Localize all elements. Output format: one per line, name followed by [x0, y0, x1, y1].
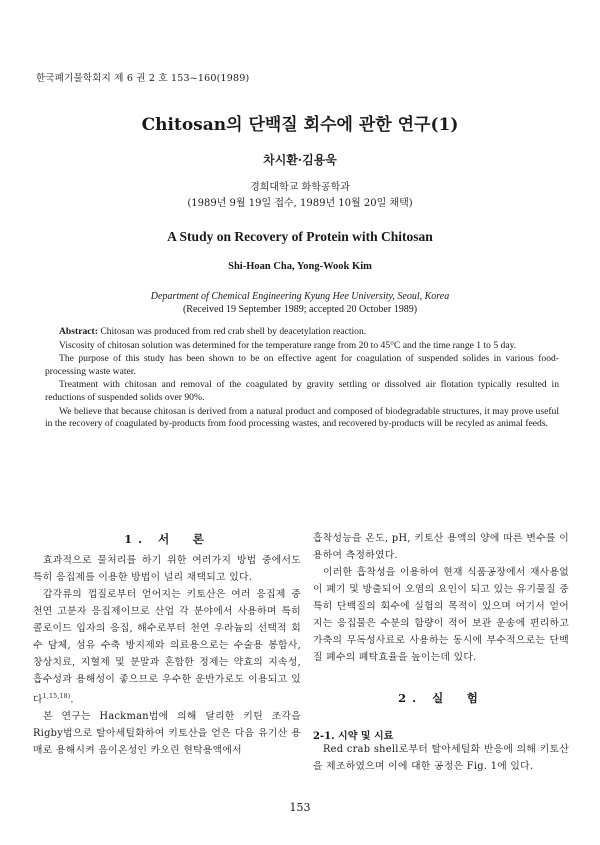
body-text: 갑각류의 껍질로부터 얻어지는 키토산은 여러 응집제 중 천연 고분자 응집제이므로 산업 각 분야에서 사용하며 특히 콜로이드 입자의 응집, 해수로부터 천연 우라늄의 선택적 회수 담체, 섬유 수축 방지제와 의료용으로는 수술용 봉합사, 창상치료, 지혈제 및 분말과 혼합한 정제는 약효의 지속성, 흡수성과 용해성이 좋으므로 우수한 운반가로도 이용되고 있다 [33, 589, 301, 706]
dates-english: (Received 19 September 1989; accepted 20 October 1989) [182, 304, 418, 315]
section-2-body [313, 741, 569, 775]
body-text: . [70, 694, 74, 706]
left-column [33, 552, 301, 759]
dates-korean: (1989년 9월 19일 접수, 1989년 10월 20일 채택) [187, 198, 413, 209]
abstract-paragraph: The purpose of this study has been shown to be on effective agent for coagulation of suspended solides in various food-processing waste water. [45, 353, 559, 377]
section-2-heading: 2. 실 험 [398, 691, 484, 705]
subsection-2-1-heading: 2-1. 시약 및 시료 [313, 731, 394, 742]
body-paragraph: 흡착성능을 온도, pH, 키토산 용액의 양에 따른 변수를 이용하여 측정하였다. [313, 533, 569, 561]
body-paragraph: 이러한 흡착성을 이용하여 현재 식품공장에서 재사용없이 폐기 및 방출되어 오염의 요인이 되고 있는 유기물질 중 특히 단백질의 회수에 실험의 목적이 있으며 여기서 얻어지는 응집물은 수분의 함량이 적어 보관 운송에 편리하고 가축의 무독성사료로 사용하는 동시에 부수적으로는 단백질 폐수의 폐탁효율을 높이는데 있다. [313, 567, 569, 663]
citation: 1,15,18) [42, 693, 71, 700]
title-english: A Study on Recovery of Protein with Chitosan [167, 229, 433, 244]
abstract-label: Abstract: [59, 326, 98, 337]
abstract-paragraph: Treatment with chitosan and removal of the coagulated by gravity settling or dissolved air flotation typically resulted in reductions of suspended solids over 90%. [45, 379, 559, 403]
authors-korean: 차시환·김용욱 [263, 153, 337, 167]
body-paragraph: 본 연구는 Hackman법에 의해 달리한 키틴 조각을 Rigby법으로 탈아세틸화하여 키토산을 얻은 다음 유기산 용매로 용해시켜 음이온성인 카오린 현탁용액에서 [33, 711, 301, 757]
abstract [45, 326, 559, 432]
abstract-paragraph [45, 326, 559, 339]
journal-header: 한국폐기물학회지 제 6 권 2 호 153~160(1989) [36, 73, 250, 84]
authors-english: Shi-Hoan Cha, Yong-Wook Kim [228, 261, 372, 272]
abstract-text: Chitosan was produced from red crab shell by deacetylation reaction. [100, 326, 367, 337]
abstract-paragraph: Viscosity of chitosan solution was determined for the temperature range from 20 to 45°C and the time range 1 to 5 day. [59, 339, 517, 351]
affiliation-korean: 경희대학교 화학공학과 [250, 182, 350, 193]
section-1-heading: 1. 서 론 [124, 532, 210, 546]
body-paragraph: Red crab shell로부터 탈아세틸화 반응에 의해 키토산을 제조하였으며 이에 대한 공정은 Fig. 1에 있다. [313, 744, 569, 772]
affiliation-english: Department of Chemical Engineering Kyung Hee University, Seoul, Korea [150, 291, 450, 302]
page-number: 153 [289, 801, 311, 814]
body-paragraph: 효과적으로 물처리를 하기 위한 여러가지 방법 중에서도 특히 응집제를 이용한 방법이 널리 채택되고 있다. [33, 555, 301, 583]
right-column [313, 530, 569, 666]
body-paragraph [33, 586, 301, 708]
title-korean: Chitosan의 단백질 회수에 관한 연구(1) [141, 115, 459, 135]
abstract-paragraph: We believe that because chitosan is derived from a natural product and composed of biodegradable structures, it may prove useful in the recovery of coagulated by-products from food processing wastes, and recovered by-products will be recyled as animal feeds. [45, 405, 559, 430]
